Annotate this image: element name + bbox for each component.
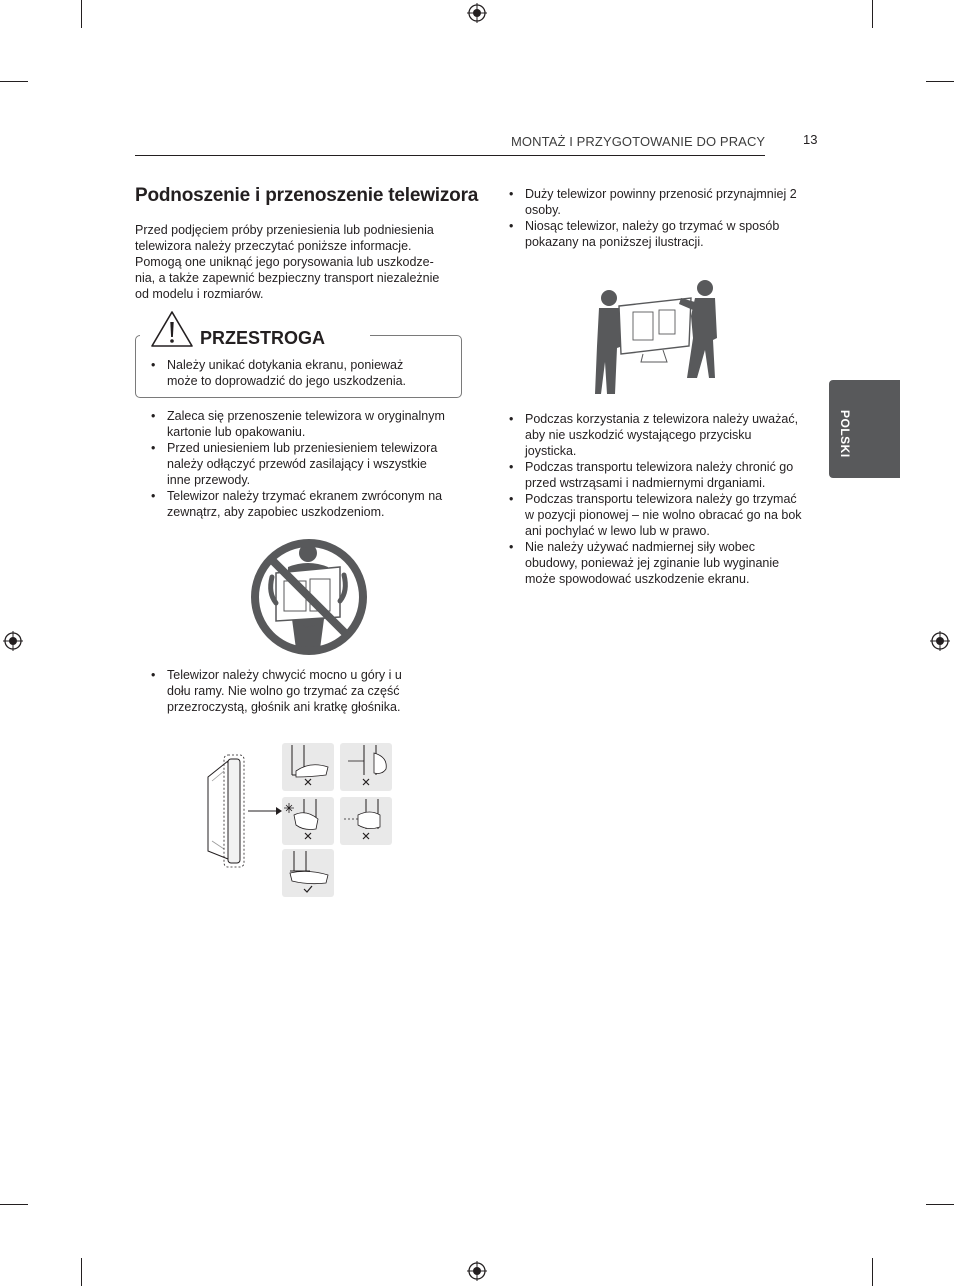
list-line: przezroczystą, głośnik ani kratkę głośnika.	[167, 700, 401, 714]
list-line: • Podczas korzystania z telewizora należy uważać,	[525, 412, 799, 426]
arm	[271, 577, 276, 603]
list-item	[509, 459, 802, 491]
list-line: obudowy, ponieważ jej zginanie lub wyginanie	[525, 556, 780, 570]
list-line: • Duży telewizor powinny przenosić przynajmniej 2	[525, 187, 797, 201]
list-item	[509, 186, 797, 218]
registration-mark-icon	[467, 1261, 487, 1281]
handling-list	[151, 408, 445, 520]
prohibited-carry-illustration	[248, 537, 370, 657]
list-item	[509, 491, 802, 539]
grip-panel-wrong	[282, 743, 334, 791]
crop-mark	[926, 81, 954, 82]
crop-mark	[81, 0, 82, 28]
crop-mark	[872, 1258, 873, 1286]
header-rule	[135, 155, 765, 156]
grip-panel-wrong	[282, 797, 334, 845]
list-line: • Zaleca się przenoszenie telewizora w oryginalnym	[167, 409, 445, 423]
crop-mark	[81, 1258, 82, 1286]
transport-list	[509, 411, 802, 587]
list-line: • Podczas transportu telewizora należy go trzymać	[525, 492, 797, 506]
tv-outline	[619, 298, 691, 362]
tv-side-view	[208, 755, 244, 867]
intro-paragraph	[135, 222, 465, 302]
list-item	[509, 411, 802, 459]
carrying-list	[509, 186, 797, 250]
crop-mark	[926, 1204, 954, 1205]
list-line: może to doprowadzić do jego uszkodzenia.	[167, 374, 407, 388]
registration-mark-icon	[467, 3, 487, 23]
grip-panel-wrong	[340, 743, 392, 791]
list-line: • Należy unikać dotykania ekranu, ponieważ	[167, 358, 404, 372]
list-line: • Telewizor należy trzymać ekranem zwróconym na	[167, 489, 443, 503]
list-line: inne przewody.	[167, 473, 251, 487]
intro-line: telewizora należy przeczytać poniższe informacje.	[135, 239, 412, 253]
list-line: pokazany na poniższej ilustracji.	[525, 235, 704, 249]
grip-panel-wrong	[340, 797, 392, 845]
list-line: • Niosąc telewizor, należy go trzymać w sposób	[525, 219, 780, 233]
list-line: joysticka.	[525, 444, 577, 458]
registration-mark-icon	[3, 631, 23, 651]
list-line: dołu ramy. Nie wolno go trzymać za część	[167, 684, 400, 698]
list-line: • Przed uniesieniem lub przeniesieniem telewizora	[167, 441, 438, 455]
list-line: osoby.	[525, 203, 561, 217]
list-item	[151, 357, 406, 389]
warning-triangle-icon	[150, 310, 194, 348]
caution-list	[151, 357, 406, 389]
list-item	[151, 488, 445, 520]
caution-title: PRZESTROGA	[200, 328, 326, 348]
list-line: przed wstrząsami i nadmiernymi drganiami.	[525, 476, 766, 490]
page-number: 13	[803, 132, 818, 147]
list-line: może spowodować uszkodzenie ekranu.	[525, 572, 750, 586]
intro-line: od modelu i rozmiarów.	[135, 287, 264, 301]
list-line: • Podczas transportu telewizora należy chronić go	[525, 460, 794, 474]
arrow-icon	[248, 807, 282, 815]
section-title: Podnoszenie i przenoszenie telewizora	[135, 185, 479, 206]
crop-mark	[872, 0, 873, 28]
arm	[340, 575, 345, 601]
two-person-carry-illustration	[593, 276, 719, 394]
list-line: kartonie lub opakowaniu.	[167, 425, 306, 439]
crop-mark	[0, 81, 28, 82]
registration-mark-icon	[930, 631, 950, 651]
list-line: ani pochylać w lewo lub w prawo.	[525, 524, 710, 538]
intro-line: nia, a także zapewnić bezpieczny transport niezależnie	[135, 271, 440, 285]
list-line: należy odłączyć przewód zasilający i wszystkie	[167, 457, 427, 471]
grip-list	[151, 667, 402, 715]
running-header: MONTAŻ I PRZYGOTOWANIE DO PRACY	[511, 134, 766, 149]
intro-line: Pomogą one uniknąć jego porysowania lub uszkodze-	[135, 255, 434, 269]
list-line: • Telewizor należy chwycić mocno u góry i u	[167, 668, 402, 682]
list-item	[151, 408, 445, 440]
list-item	[151, 667, 402, 715]
crop-mark	[0, 1204, 28, 1205]
list-line: • Nie należy używać nadmiernej siły wobec	[525, 540, 755, 554]
list-line: zewnątrz, aby zapobiec uszkodzeniom.	[167, 505, 385, 519]
intro-line: Przed podjęciem próby przeniesienia lub podniesienia	[135, 223, 434, 237]
grip-illustration	[198, 741, 396, 899]
list-item	[509, 218, 797, 250]
grip-panel-correct	[282, 849, 334, 897]
list-line: w pozycji pionowej – nie wolno obracać go na bok	[525, 508, 802, 522]
language-tab-label: POLSKI	[838, 410, 852, 458]
list-item	[151, 440, 445, 488]
list-line: aby nie uszkodzić wystającego przycisku	[525, 428, 752, 442]
list-item	[509, 539, 802, 587]
